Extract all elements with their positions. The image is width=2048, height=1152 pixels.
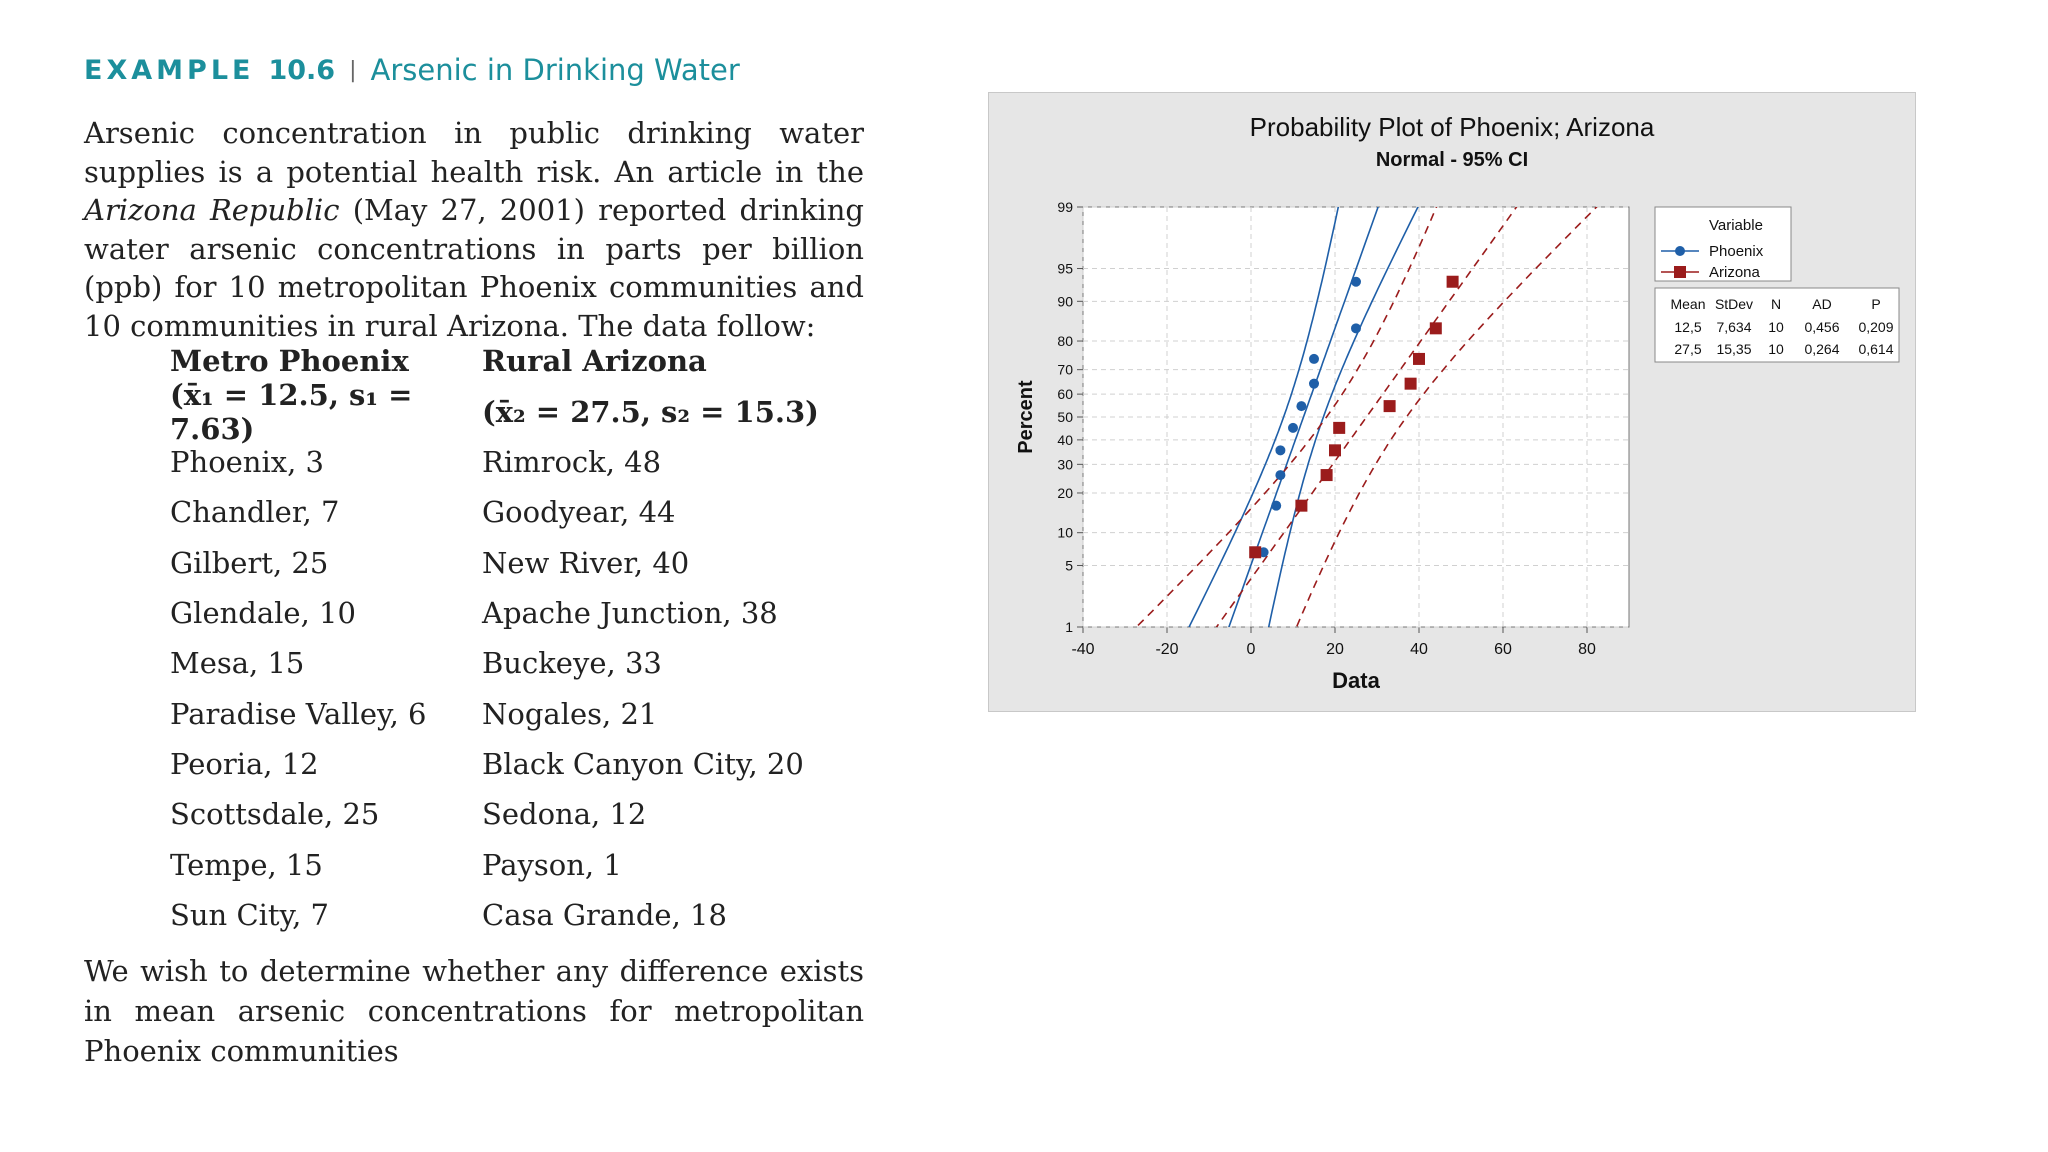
x-tick-label: 0	[1246, 641, 1256, 658]
phoenix-point	[1296, 401, 1306, 411]
stats-header-cell: Mean	[1670, 296, 1706, 312]
intro-text-2: (May 27, 2001) reported drinking water arsenic concentrations in parts per billion (ppb) for 10 metropolitan Phoenix communities and 10 communities in rural Arizona. The data follow:	[84, 193, 864, 343]
x-tick-label: -40	[1071, 641, 1095, 658]
phoenix-point	[1271, 501, 1281, 511]
intro-text-1: Arsenic concentration in public drinking water supplies is a potential health risk. An article in the	[84, 116, 864, 189]
legend-title: Variable	[1709, 217, 1763, 234]
stats-rural-arizona: (x̄₂ = 27.5, s₂ = 15.3)	[482, 394, 819, 429]
chart-title: Probability Plot of Phoenix; Arizona	[1249, 112, 1655, 142]
data-table	[170, 336, 890, 940]
arizona-community-cell: Apache Junction, 38	[482, 596, 778, 631]
probability-plot-panel	[988, 92, 1916, 712]
y-tick-label: 20	[1057, 484, 1073, 501]
table-row	[170, 588, 890, 638]
table-row	[170, 739, 890, 789]
intro-paragraph	[84, 114, 864, 345]
phoenix-point	[1275, 470, 1285, 480]
phoenix-community-cell: Scottsdale, 25	[170, 797, 380, 832]
arizona-point	[1249, 546, 1261, 558]
y-tick-label: 90	[1057, 293, 1073, 310]
table-row	[170, 789, 890, 839]
header-metro-phoenix: Metro Phoenix	[170, 344, 409, 379]
header-rural-arizona: Rural Arizona	[482, 344, 707, 379]
x-tick-label: 20	[1326, 641, 1344, 658]
legend-label-phoenix: Phoenix	[1709, 243, 1764, 260]
y-tick-label: 60	[1057, 386, 1073, 403]
arizona-community-cell: Goodyear, 44	[482, 495, 676, 530]
arizona-community-cell: Sedona, 12	[482, 797, 647, 832]
stats-header-cell: AD	[1812, 296, 1832, 312]
phoenix-point	[1275, 445, 1285, 455]
y-tick-label: 99	[1057, 199, 1073, 215]
closing-paragraph: We wish to determine whether any difference exists in mean arsenic concentrations for metropolitan Phoenix communities	[84, 954, 864, 1068]
stats-header-cell: N	[1770, 296, 1782, 312]
example-heading	[84, 48, 864, 92]
y-tick-label: 30	[1057, 456, 1073, 473]
stats-cell-phoenix: 7,634	[1716, 319, 1752, 335]
phoenix-community-cell: Tempe, 15	[170, 847, 323, 882]
arizona-point	[1413, 353, 1425, 365]
y-tick-label: 70	[1057, 361, 1073, 378]
journal-name: Arizona Republic	[84, 193, 340, 227]
y-tick-label: 50	[1057, 409, 1073, 425]
phoenix-community-cell: Sun City, 7	[170, 897, 329, 932]
phoenix-community-cell: Gilbert, 25	[170, 545, 329, 580]
example-number: 10.6	[268, 54, 336, 86]
legend-label-arizona: Arizona	[1709, 264, 1760, 281]
example-text-column	[84, 48, 864, 345]
table-row	[170, 538, 890, 588]
arizona-point	[1295, 500, 1307, 512]
x-tick-label: 60	[1494, 641, 1512, 658]
y-tick-label: 95	[1057, 260, 1073, 277]
phoenix-community-cell: Mesa, 15	[170, 646, 305, 681]
phoenix-community-cell: Glendale, 10	[170, 596, 356, 631]
phoenix-point	[1309, 379, 1319, 389]
y-tick-label: 10	[1057, 524, 1073, 541]
y-tick-label: 40	[1057, 431, 1073, 448]
arizona-community-cell: Nogales, 21	[482, 696, 658, 731]
phoenix-community-cell: Chandler, 7	[170, 495, 340, 530]
stats-cell-arizona: 27,5	[1674, 341, 1702, 357]
phoenix-community-cell: Peoria, 12	[170, 746, 319, 781]
stats-header-cell: P	[1871, 296, 1881, 312]
table-row	[170, 487, 890, 537]
stats-cell-phoenix: 12,5	[1674, 319, 1702, 335]
arizona-community-cell: Casa Grande, 18	[482, 897, 727, 932]
legend-marker-phoenix	[1675, 246, 1685, 256]
phoenix-point	[1351, 323, 1361, 333]
table-stats-row	[170, 377, 890, 446]
x-axis-label: Data	[1332, 668, 1380, 693]
table-row	[170, 688, 890, 738]
arizona-community-cell: Rimrock, 48	[482, 445, 662, 480]
example-title: Arsenic in Drinking Water	[370, 53, 740, 87]
stats-cell-arizona: 15,35	[1716, 341, 1752, 357]
stats-cell-arizona: 10	[1768, 341, 1784, 357]
x-tick-label: -20	[1155, 641, 1179, 658]
arizona-point	[1321, 469, 1333, 481]
legend-marker-arizona	[1674, 266, 1686, 278]
stats-cell-arizona: 0,264	[1804, 341, 1840, 357]
stats-cell-phoenix: 10	[1768, 319, 1784, 335]
phoenix-community-cell: Paradise Valley, 6	[170, 696, 427, 731]
probability-plot	[989, 93, 1917, 713]
y-tick-label: 5	[1065, 557, 1073, 574]
arizona-point	[1405, 378, 1417, 390]
stats-metro-phoenix: (x̄₁ = 12.5, s₁ = 7.63)	[170, 377, 413, 446]
chart-subtitle: Normal - 95% CI	[1375, 149, 1529, 171]
arizona-community-cell: Black Canyon City, 20	[482, 746, 804, 781]
example-label: EXAMPLE	[84, 54, 255, 86]
stats-header-cell: StDev	[1714, 296, 1754, 312]
table-row	[170, 638, 890, 688]
y-axis-label: Percent	[1015, 380, 1037, 454]
phoenix-point	[1351, 277, 1361, 287]
x-tick-label: 40	[1410, 641, 1428, 658]
stats-cell-phoenix: 0,209	[1858, 319, 1894, 335]
table-row	[170, 890, 890, 940]
phoenix-community-cell: Phoenix, 3	[170, 445, 325, 480]
phoenix-point	[1309, 354, 1319, 364]
y-tick-label: 1	[1065, 619, 1073, 635]
y-tick-label: 80	[1057, 333, 1073, 350]
table-row	[170, 839, 890, 889]
stats-cell-phoenix: 0,456	[1804, 319, 1840, 335]
arizona-point	[1333, 422, 1345, 434]
arizona-community-cell: Payson, 1	[482, 847, 622, 882]
arizona-point	[1329, 444, 1341, 456]
arizona-community-cell: Buckeye, 33	[482, 646, 662, 681]
arizona-community-cell: New River, 40	[482, 545, 690, 580]
heading-separator: |	[349, 57, 357, 83]
arizona-point	[1430, 322, 1442, 334]
arizona-point	[1384, 400, 1396, 412]
x-tick-label: 80	[1578, 641, 1596, 658]
stats-cell-arizona: 0,614	[1858, 341, 1894, 357]
phoenix-point	[1288, 423, 1298, 433]
table-row	[170, 437, 890, 487]
arizona-point	[1447, 276, 1459, 288]
